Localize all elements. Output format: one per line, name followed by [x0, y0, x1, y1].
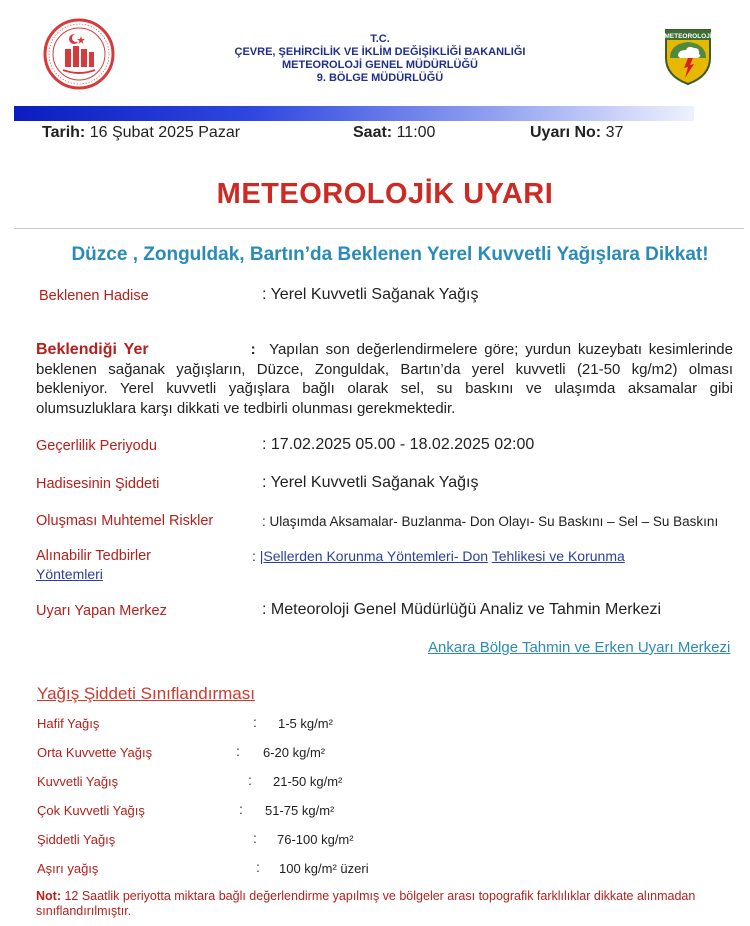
time-value: 11:00	[396, 124, 436, 141]
header-line-tc: T.C.	[370, 33, 390, 45]
class-row-value: 21-50 kg/m²	[273, 774, 343, 789]
class-row-colon: :	[253, 830, 257, 846]
header-text	[150, 33, 610, 85]
class-row-colon: :	[248, 772, 252, 788]
class-row-value: 1-5 kg/m²	[278, 716, 333, 731]
ankara-center-link[interactable]: Ankara Bölge Tahmin ve Erken Uyarı Merkezi	[428, 639, 731, 656]
event-severity-label: Hadisesinin Şiddeti	[36, 476, 160, 492]
title-divider	[14, 228, 744, 229]
warning-subtitle: Düzce , Zonguldak, Bartın’da Beklenen Yerel Kuvvetli Yağışlara Dikkat!	[71, 244, 709, 265]
possible-risks-label: Oluşması Muhtemel Riskler	[36, 513, 214, 529]
class-row-colon: :	[256, 859, 260, 875]
class-row-value: 76-100 kg/m²	[277, 832, 354, 847]
class-row-value: 51-75 kg/m²	[265, 803, 335, 818]
class-row-label: Hafif Yağış	[37, 716, 100, 731]
header-line-region: 9. BÖLGE MÜDÜRLÜĞÜ	[316, 72, 444, 84]
note-text: 12 Saatlik periyotta miktara bağlı değerlendirme yapılmış ve bölgeler arası topografik farklılıklar dikkate alınmadan sınıflandırılmıştır.	[36, 889, 696, 918]
expected-location-label: Beklendiği Yer	[36, 341, 149, 358]
date-label: Tarih:	[42, 124, 86, 141]
ministry-seal-logo	[43, 18, 115, 90]
warning-number-label: Uyarı No:	[530, 124, 602, 141]
expected-location-text: Yapılan son değerlendirmelere göre; yurdun kuzeybatı kesimlerinde beklenen sağanak yağışların, Düzce, Zonguldak, Bartın’da yerel kuvvetli (21-50 kg/m2) olması bekleniyor. Yerel kuvvetli yağışlara bağlı olarak sel, su baskını ve ulaşımda aksamalar gibi olumsuzluklara karşı dikkati ve tedbirli olunması gerekmektedir.	[36, 341, 733, 417]
precautions-links	[252, 548, 625, 564]
time-field	[353, 124, 435, 142]
date-field	[42, 124, 240, 142]
issuing-center-value: : Meteoroloji Genel Müdürlüğü Analiz ve Tahmin Merkezi	[262, 601, 662, 618]
header-line-ministry: ÇEVRE, ŞEHİRCİLİK VE İKLİM DEĞİŞİKLİĞİ BAKANLIĞI	[234, 46, 526, 58]
warning-number-field	[530, 124, 623, 142]
validity-period-value: : 17.02.2025 05.00 - 18.02.2025 02:00	[262, 436, 535, 453]
class-row-value: 6-20 kg/m²	[263, 745, 326, 760]
header-gradient-band	[14, 106, 694, 121]
event-severity-value: : Yerel Kuvvetli Sağanak Yağış	[262, 474, 479, 491]
class-row-label: Şiddetli Yağış	[37, 832, 116, 847]
warning-number-value: 37	[605, 124, 624, 141]
possible-risks-value: : Ulaşımda Aksamalar- Buzlanma- Don Olayı- Su Baskını – Sel – Su Baskını	[262, 514, 719, 529]
classification-note	[36, 889, 726, 919]
class-row-value: 100 kg/m² üzeri	[279, 861, 369, 876]
class-row-label: Çok Kuvvetli Yağış	[37, 803, 145, 818]
class-row-label: Aşırı yağış	[37, 861, 99, 876]
time-label: Saat:	[353, 124, 393, 141]
class-row-colon: :	[253, 714, 257, 730]
header-line-directorate: METEOROLOJİ GENEL MÜDÜRLÜĞÜ	[282, 59, 478, 71]
expected-event-label: Beklenen Hadise	[39, 288, 149, 304]
precautions-label: Alınabilir Tedbirler	[36, 548, 151, 564]
expected-location-paragraph	[36, 340, 733, 418]
issuing-center-label: Uyarı Yapan Merkez	[36, 603, 167, 619]
validity-period-label: Geçerlilik Periyodu	[36, 438, 157, 454]
expected-location-colon: :	[250, 341, 256, 358]
classification-title: Yağış Şiddeti Sınıflandırması	[37, 684, 255, 703]
meteoroloji-logo	[664, 28, 712, 86]
meteoroloji-logo-text: METEOROLOJİ	[664, 33, 712, 40]
frost-protection-link[interactable]: Tehlikesi ve Korunma	[491, 548, 625, 564]
expected-event-value: : Yerel Kuvvetli Sağanak Yağış	[262, 286, 479, 303]
protection-methods-link[interactable]: Yöntemleri	[36, 566, 103, 582]
class-row-colon: :	[239, 801, 243, 817]
date-value: 16 Şubat 2025 Pazar	[89, 124, 241, 141]
flood-protection-link[interactable]: |Sellerden Korunma Yöntemleri- Don	[259, 548, 489, 564]
precautions-colon: :	[252, 548, 256, 564]
page-title: METEOROLOJİK UYARI	[216, 178, 554, 210]
class-row-label: Kuvvetli Yağış	[37, 774, 119, 789]
class-row-label: Orta Kuvvette Yağış	[37, 745, 153, 760]
class-row-colon: :	[236, 743, 240, 759]
note-label: Not:	[36, 889, 61, 903]
